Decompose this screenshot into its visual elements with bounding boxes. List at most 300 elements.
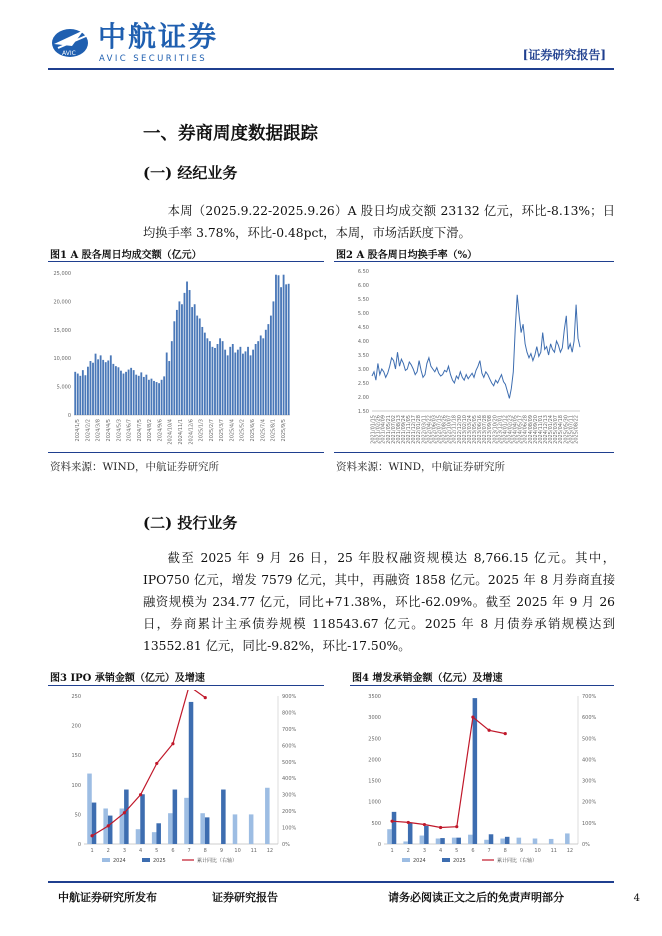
fig4-y2-tick: 100% xyxy=(582,820,597,827)
fig4-x-tick: 9 xyxy=(519,848,524,854)
fig1-bar xyxy=(102,360,104,415)
fig1-chart xyxy=(48,265,296,445)
fig1-bar xyxy=(214,348,216,415)
fig4-growth-point xyxy=(455,825,458,828)
fig2-x-tick: 2024/09/20 xyxy=(532,415,539,444)
brand-name-cn: 中航证券 xyxy=(98,20,219,53)
fig1-bar xyxy=(186,282,188,415)
fig4-growth-point xyxy=(471,716,474,719)
fig1-bar xyxy=(212,347,214,415)
fig3-growth-point xyxy=(171,742,174,745)
fig1-bar xyxy=(135,375,137,415)
fig1-bar xyxy=(245,351,247,415)
fig3-bar-2025 xyxy=(189,702,194,844)
fig1-bar xyxy=(278,275,280,415)
fig1-bar xyxy=(219,338,221,415)
fig1-bar xyxy=(125,372,127,415)
fig2-line xyxy=(372,295,580,399)
fig4-x-tick: 4 xyxy=(438,848,443,854)
fig4-x-tick: 6 xyxy=(471,848,475,854)
fig3-bar-2025 xyxy=(156,823,161,844)
fig3-legend-2024: 2024 xyxy=(113,858,126,864)
fig1-bar xyxy=(133,370,135,415)
fig1-bar xyxy=(194,304,196,415)
fig3-y2-tick: 500% xyxy=(282,759,297,766)
fig2-x-tick: 2022/07/15 xyxy=(436,415,443,444)
fig4-growth-point xyxy=(504,732,507,735)
fig1-bar xyxy=(130,368,132,415)
fig1-bar xyxy=(224,350,226,415)
footer-divider xyxy=(48,881,614,883)
fig3-y2-tick: 100% xyxy=(282,825,297,832)
fig3-x-tick: 1 xyxy=(90,848,94,854)
fig1-y-tick: 5,000 xyxy=(56,384,71,391)
fig1-bar xyxy=(112,364,114,415)
fig4-x-tick: 8 xyxy=(503,848,507,854)
fig2-x-tick: 2024/08/09 xyxy=(527,415,534,444)
fig1-x-tick: 2024/2/2 xyxy=(85,419,92,442)
fig4-y-tick: 2000 xyxy=(368,757,381,764)
fig4-bar-2024 xyxy=(549,839,554,844)
fig2-chart xyxy=(336,265,586,445)
fig3-legend-2025: 2025 xyxy=(153,858,166,864)
fig1-bar xyxy=(209,341,211,415)
fig4-growth-point xyxy=(487,729,490,732)
fig1-bar xyxy=(120,371,122,415)
fig3-bar-2024 xyxy=(265,788,270,844)
fig1-x-tick: 2025/9/5 xyxy=(280,419,287,442)
fig3-bar-2024 xyxy=(233,814,238,844)
footer-publisher: 中航证券研究所发布 xyxy=(58,891,157,904)
fig2-x-tick: 2023/02/10 xyxy=(461,415,468,444)
fig1-bar xyxy=(196,316,198,415)
fig1-bar xyxy=(87,367,89,415)
fig1-bar xyxy=(77,374,79,415)
fig1-x-tick: 2025/7/4 xyxy=(260,419,267,442)
fig2-x-tick: 2024/02/23 xyxy=(507,415,514,444)
fig3-y-tick: 200 xyxy=(71,723,81,730)
fig1-bar xyxy=(222,341,224,415)
fig1-x-tick: 2024/5/3 xyxy=(116,419,123,442)
fig2-x-tick: 2022/11/18 xyxy=(451,415,458,444)
fig1-bar xyxy=(285,284,287,415)
fig4-bar-2024 xyxy=(436,839,441,844)
fig3-growth-point xyxy=(204,696,207,699)
fig3-x-tick: 7 xyxy=(187,848,191,854)
fig4-bar-2025 xyxy=(408,823,413,844)
fig1-y-tick: 0 xyxy=(67,413,71,419)
fig3-legend-swatch-2025 xyxy=(142,858,150,862)
fig1-bar xyxy=(163,376,165,415)
fig1-bar xyxy=(288,284,290,415)
fig2-x-tick: 2024/12/13 xyxy=(543,415,550,444)
fig3-bar-2025 xyxy=(108,816,113,844)
fig4-legend-swatch-2024 xyxy=(402,858,410,862)
fig1-bar xyxy=(199,318,201,415)
fig3-bar-2025 xyxy=(92,803,97,844)
fig2-x-tick: 2022/03/11 xyxy=(421,415,428,444)
fig4-x-tick: 2 xyxy=(406,848,410,854)
fig2-x-tick: 2025/01/24 xyxy=(548,415,555,444)
fig4-growth-point xyxy=(439,826,442,829)
fig1-bar xyxy=(275,275,277,415)
fig3-bar-2025 xyxy=(205,817,210,844)
fig4-y-tick: 3000 xyxy=(368,715,381,722)
fig2-x-tick: 2022/01/28 xyxy=(416,415,423,444)
fig1-bar xyxy=(148,380,150,415)
fig1-bar xyxy=(107,360,109,415)
fig4-y2-tick: 300% xyxy=(582,778,597,785)
fig1-bar xyxy=(105,362,107,415)
fig3-x-tick: 3 xyxy=(122,848,127,854)
fig3-bar-2024 xyxy=(168,813,173,844)
fig2-x-tick: 2021/04/09 xyxy=(380,415,387,444)
fig3-x-tick: 12 xyxy=(266,848,274,854)
fig3-x-tick: 5 xyxy=(155,848,159,854)
fig1-bar xyxy=(176,310,178,415)
fig4-legend-growth: 累计同比（右轴） xyxy=(497,858,538,864)
fig1-bar xyxy=(74,372,76,415)
page-number: 4 xyxy=(633,893,640,904)
fig4-bar-2024 xyxy=(468,835,473,844)
fig4-legend-swatch-2025 xyxy=(442,858,450,862)
fig2-y-tick: 6.50 xyxy=(357,269,369,275)
fig3-y2-tick: 0% xyxy=(282,842,290,848)
fig1-bar xyxy=(153,381,155,415)
fig2-x-tick: 2023/10/20 xyxy=(492,415,499,444)
fig1-bar xyxy=(181,304,183,415)
report-type-tag: [证券研究报告] xyxy=(522,48,606,62)
footer-report-type: 证券研究报告 xyxy=(212,891,278,904)
fig2-x-tick: 2022/12/30 xyxy=(456,415,463,444)
fig1-bar xyxy=(158,383,160,415)
fig4-bar-2024 xyxy=(484,840,489,844)
fig2-x-tick: 2024/01/12 xyxy=(502,415,509,444)
fig3-x-tick: 4 xyxy=(138,848,143,854)
fig4-y2-tick: 400% xyxy=(582,757,597,764)
fig1-bar xyxy=(100,355,102,415)
ib-paragraph: 截至 2025 年 9 月 26 日，25 年股权融资规模达 8,766.15 亿元。其中，IPO750 亿元，增发 7579 亿元，其中，再融资 1858 亿元。2025 年 8 月券商直接融资规模为 234.77 亿元，同比+71.38%，环比-62.09%。截至 2025 年 9 月 26 日，券商累计主承债券规模 118543.67 亿元。2025 年 8 月债券承销规模达到 13552.81 亿元，同比-9.82%，环比-17.50%。 xyxy=(143,551,615,653)
fig1-bottom-rule xyxy=(48,452,324,453)
fig4-x-tick: 7 xyxy=(487,848,491,854)
fig4-rule xyxy=(350,685,614,686)
fig2-x-tick: 2024/05/17 xyxy=(517,415,524,444)
fig1-bar xyxy=(255,344,257,415)
fig1-bar xyxy=(217,344,219,415)
fig4-legend-2024: 2024 xyxy=(413,858,426,864)
fig1-bar xyxy=(206,338,208,415)
fig1-bar xyxy=(143,377,145,415)
fig1-title: 图1 A 股各周日均成交额（亿元） xyxy=(50,250,202,261)
brokerage-heading: (一) 经纪业务 xyxy=(143,164,238,182)
fig2-x-tick: 2023/09/08 xyxy=(487,415,494,444)
fig3-x-tick: 6 xyxy=(171,848,175,854)
fig1-bar xyxy=(110,355,112,415)
fig1-bar xyxy=(273,301,275,415)
fig1-bar xyxy=(265,330,267,415)
fig4-legend-2025: 2025 xyxy=(453,858,466,864)
fig1-bar xyxy=(252,350,254,415)
fig4-bar-2024 xyxy=(533,839,538,844)
fig1-bar xyxy=(168,361,170,415)
fig1-bar xyxy=(257,341,259,415)
fig2-y-tick: 4.50 xyxy=(357,325,369,331)
fig1-x-tick: 2024/8/2 xyxy=(147,419,154,442)
fig4-growth-point xyxy=(407,821,410,824)
fig1-bar xyxy=(92,363,94,415)
fig3-y2-tick: 300% xyxy=(282,792,297,799)
fig1-x-tick: 2024/3/8 xyxy=(95,419,102,442)
fig3-bar-2024 xyxy=(136,829,141,844)
fig3-x-tick: 2 xyxy=(106,848,110,854)
fig2-y-tick: 5.50 xyxy=(357,297,369,303)
fig4-growth-point xyxy=(390,820,393,823)
fig2-title: 图2 A 股各周日均换手率（%） xyxy=(336,250,478,261)
fig1-y-tick: 20,000 xyxy=(53,299,71,306)
fig4-x-tick: 10 xyxy=(534,848,541,854)
fig4-growth-line xyxy=(392,717,505,827)
fig4-y2-tick: 500% xyxy=(582,736,597,743)
fig1-bar xyxy=(229,347,231,415)
fig2-x-tick: 2024/11/01 xyxy=(537,415,544,444)
fig4-bar-2025 xyxy=(456,838,461,844)
fig3-growth-point xyxy=(123,811,126,814)
fig2-x-tick: 2022/04/22 xyxy=(426,415,433,444)
fig1-source: 资料来源：WIND，中航证券研究所 xyxy=(50,461,220,473)
fig2-x-tick: 2021/05/21 xyxy=(385,415,392,444)
fig2-x-tick: 2023/12/01 xyxy=(497,415,504,444)
fig4-bar-2025 xyxy=(392,812,397,844)
avic-logo-icon xyxy=(50,22,90,62)
footer-disclaimer: 请务必阅读正文之后的免责声明部分 xyxy=(388,891,564,904)
fig1-x-tick: 2024/4/5 xyxy=(106,419,112,442)
fig2-x-tick: 2021/08/13 xyxy=(395,415,402,444)
fig2-x-tick: 2025/08/22 xyxy=(573,415,580,444)
fig3-bar-2024 xyxy=(200,813,205,844)
fig3-x-tick: 9 xyxy=(219,848,224,854)
fig3-growth-point xyxy=(139,793,142,796)
fig4-x-tick: 12 xyxy=(566,848,574,854)
section-title: 一、券商周度数据跟踪 xyxy=(143,124,318,144)
fig4-y-tick: 1000 xyxy=(368,799,381,806)
fig4-chart xyxy=(356,690,606,874)
fig4-x-tick: 5 xyxy=(455,848,459,854)
fig1-bar xyxy=(173,321,175,415)
fig4-y-tick: 2500 xyxy=(368,736,381,743)
fig4-y2-tick: 700% xyxy=(582,694,597,700)
fig1-bar xyxy=(270,316,272,415)
fig3-x-tick: 11 xyxy=(250,848,257,854)
ib-heading: (二) 投行业务 xyxy=(143,514,238,532)
fig1-bar xyxy=(247,347,249,415)
fig1-bar xyxy=(151,379,153,415)
fig3-bar-2025 xyxy=(221,790,226,844)
fig3-title: 图3 IPO 承销金额（亿元）及增速 xyxy=(50,673,205,684)
fig4-bar-2025 xyxy=(489,834,494,844)
fig3-bar-2024 xyxy=(87,774,92,844)
fig2-x-tick: 2023/05/05 xyxy=(472,415,478,444)
fig1-bar xyxy=(191,307,193,415)
svg-text:AVIC: AVIC xyxy=(62,50,76,57)
fig4-bar-2025 xyxy=(424,826,429,844)
fig1-y-tick: 15,000 xyxy=(53,327,71,334)
fig1-bar xyxy=(79,376,81,415)
fig2-x-tick: 2021/12/17 xyxy=(411,415,418,444)
fig4-x-tick: 11 xyxy=(550,848,557,854)
fig2-x-tick: 2025/05/30 xyxy=(563,415,570,444)
fig4-bar-2024 xyxy=(420,836,425,844)
fig1-x-tick: 2024/7/5 xyxy=(136,419,143,442)
fig1-x-tick: 2025/6/6 xyxy=(250,419,256,442)
fig1-x-tick: 2025/8/1 xyxy=(270,419,277,442)
fig3-y2-tick: 700% xyxy=(282,726,297,733)
brand-name-en: AVIC SECURITIES xyxy=(99,54,208,64)
fig4-x-tick: 3 xyxy=(422,848,427,854)
fig1-bar xyxy=(280,287,282,415)
fig2-y-tick: 6.00 xyxy=(357,283,369,289)
fig2-y-tick: 1.50 xyxy=(357,409,369,415)
fig2-y-tick: 2.50 xyxy=(357,381,369,387)
fig1-bar xyxy=(201,327,203,415)
fig1-x-tick: 2024/1/5 xyxy=(75,419,82,442)
fig4-bar-2024 xyxy=(387,829,392,844)
fig2-x-tick: 2021/09/24 xyxy=(400,415,407,444)
fig3-y2-tick: 900% xyxy=(282,694,297,700)
fig4-title: 图4 增发承销金额（亿元）及增速 xyxy=(352,673,503,684)
fig3-growth-point xyxy=(155,762,158,765)
fig1-bar xyxy=(283,275,285,415)
fig2-y-tick: 4.00 xyxy=(357,339,369,345)
fig1-bar xyxy=(184,293,186,415)
fig3-y2-tick: 400% xyxy=(282,776,297,783)
fig3-bar-2024 xyxy=(249,814,254,844)
fig1-bar xyxy=(260,335,262,415)
fig3-bar-2024 xyxy=(184,798,189,844)
fig1-x-tick: 2025/2/7 xyxy=(208,419,215,442)
fig1-x-tick: 2025/1/3 xyxy=(198,419,205,442)
fig2-x-tick: 2023/06/16 xyxy=(477,415,484,444)
fig1-bar xyxy=(138,376,140,415)
fig3-x-tick: 8 xyxy=(203,848,207,854)
fig3-y2-tick: 200% xyxy=(282,809,297,816)
fig1-bar xyxy=(237,350,239,415)
fig3-x-tick: 10 xyxy=(234,848,241,854)
fig1-x-tick: 2024/6/7 xyxy=(126,419,133,442)
fig1-x-tick: 2025/3/7 xyxy=(219,419,226,442)
fig1-bar xyxy=(166,353,168,415)
fig3-growth-point xyxy=(107,824,110,827)
fig3-growth-point xyxy=(90,834,93,837)
fig1-bar xyxy=(250,355,252,415)
fig4-bar-2025 xyxy=(440,838,445,844)
fig1-bar xyxy=(84,375,86,415)
fig1-x-tick: 2024/9/6 xyxy=(157,419,164,442)
fig3-rule xyxy=(48,685,324,686)
fig4-y-tick: 3500 xyxy=(368,694,381,700)
fig3-y2-tick: 800% xyxy=(282,710,297,717)
fig1-bar xyxy=(204,333,206,415)
fig1-x-tick: 2024/11/1 xyxy=(178,419,184,445)
fig2-y-tick: 3.00 xyxy=(357,367,369,373)
fig1-bar xyxy=(242,354,244,415)
fig3-y2-tick: 600% xyxy=(282,743,297,750)
fig4-y-tick: 1500 xyxy=(368,778,381,785)
fig2-rule xyxy=(334,261,614,262)
fig2-x-tick: 2021/02/26 xyxy=(375,415,382,444)
fig2-y-tick: 2.00 xyxy=(357,395,369,401)
fig4-y2-tick: 0% xyxy=(582,842,590,848)
fig3-chart xyxy=(56,690,306,874)
fig1-bar xyxy=(118,367,120,415)
fig1-bar xyxy=(95,354,97,415)
fig1-bar xyxy=(123,374,125,415)
fig3-legend-growth: 累计同比（右轴） xyxy=(197,858,238,864)
fig1-x-tick: 2024/12/6 xyxy=(188,419,195,445)
fig3-y-tick: 150 xyxy=(71,753,81,760)
fig1-bar xyxy=(97,359,99,415)
fig1-x-tick: 2024/10/4 xyxy=(167,419,174,445)
fig3-y-tick: 100 xyxy=(71,782,81,789)
fig3-legend-swatch-2024 xyxy=(102,858,110,862)
fig4-bar-2024 xyxy=(452,838,457,844)
fig1-bar xyxy=(115,366,117,415)
fig2-x-tick: 2023/07/28 xyxy=(482,415,489,444)
fig4-x-tick: 1 xyxy=(390,848,394,854)
fig3-bar-2024 xyxy=(152,832,157,844)
fig4-y2-tick: 200% xyxy=(582,799,597,806)
fig4-bar-2024 xyxy=(500,839,505,844)
fig1-bar xyxy=(140,372,142,415)
fig1-bar xyxy=(161,380,163,415)
fig2-y-tick: 3.50 xyxy=(357,353,369,359)
fig4-y-tick: 500 xyxy=(371,820,381,827)
fig4-bar-2024 xyxy=(565,833,570,844)
fig2-x-tick: 2021/07/02 xyxy=(390,415,397,444)
fig4-growth-point xyxy=(423,823,426,826)
fig2-source: 资料来源：WIND，中航证券研究所 xyxy=(336,461,506,473)
fig1-x-tick: 2025/5/2 xyxy=(239,419,246,442)
fig1-bar xyxy=(128,370,130,415)
fig1-x-tick: 2025/4/4 xyxy=(229,419,236,442)
fig2-x-tick: 2024/04/05 xyxy=(512,415,519,444)
fig2-x-tick: 2025/07/11 xyxy=(568,415,575,444)
fig1-bar xyxy=(267,324,269,415)
fig1-y-tick: 10,000 xyxy=(53,356,71,363)
fig1-bar xyxy=(234,353,236,415)
fig1-bar xyxy=(90,361,92,415)
fig2-x-tick: 2023/03/24 xyxy=(466,415,473,444)
fig1-bar xyxy=(262,338,264,415)
fig2-x-tick: 2022/08/26 xyxy=(441,415,448,444)
fig4-y-tick: 0 xyxy=(377,842,381,848)
fig2-x-tick: 2021/11/05 xyxy=(406,415,413,444)
fig1-bar xyxy=(145,375,147,415)
fig1-bar xyxy=(156,382,158,415)
fig4-bar-2025 xyxy=(505,837,510,844)
fig1-bar xyxy=(239,347,241,415)
fig1-y-tick: 25,000 xyxy=(53,271,71,277)
fig1-bar xyxy=(82,370,84,415)
fig2-x-tick: 2022/10/07 xyxy=(446,415,453,444)
fig1-bar xyxy=(189,290,191,415)
fig3-y-tick: 0 xyxy=(77,842,81,848)
fig1-bar xyxy=(171,341,173,415)
brokerage-paragraph: 本周（2025.9.22-2025.9.26）A 股日均成交额 23132 亿元，环比-8.13%；日均换手率 3.78%，环比-0.48pct，本周，市场活跃度下滑。 xyxy=(143,204,615,240)
fig1-bar xyxy=(227,355,229,415)
fig3-bar-2025 xyxy=(173,790,178,844)
fig4-bar-2024 xyxy=(517,838,522,844)
fig2-x-tick: 2025/04/18 xyxy=(558,415,565,444)
